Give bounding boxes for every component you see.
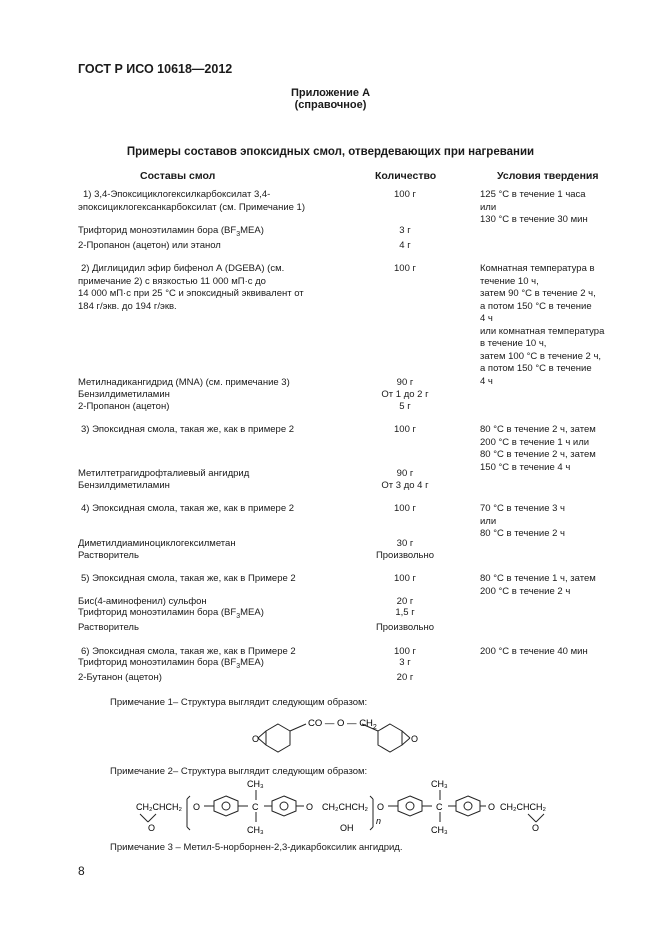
curing-conditions [480,503,620,541]
component-name [78,389,343,402]
condition-line: 150 °С в течение 4 ч [480,461,571,473]
component-line: 4) Эпоксидная смола, такая же, как в примере 2 [81,503,295,514]
component-line: эпоксициклогексанкарбоксилат (см. Примечание 1) [78,201,306,213]
component-line [78,607,343,623]
formula-text: MEA) [240,657,264,668]
component-name [78,377,343,390]
document-id: ГОСТ Р ИСО 10618—2012 [78,62,233,76]
component-quantity: 1,5 г [395,607,415,618]
component-quantity: 20 г [396,596,414,607]
epoxy-oxygen-left: O [148,823,156,833]
component-line: Метилтетрагидрофталиевый ангидрид [78,468,250,479]
component-name [78,672,343,685]
component-name [78,538,343,551]
curing-conditions [480,263,620,388]
formula-subscript: 3 [236,230,241,238]
hydroxypropyl: CH₂CHCH₂ [322,802,368,812]
repeat-n: n [376,816,382,826]
condition-line: 200 °С в течение 40 мин [480,646,588,657]
formula-subscript: 3 [236,662,241,670]
component-quantity: Произвольно [375,622,435,633]
component-quantity: 100 г [394,263,416,274]
component-line: Метилнадикангидрид (MNA) (см. примечание 3) [78,377,290,388]
component-quantity: От 3 до 4 г [381,480,429,491]
component-quantity: 100 г [394,503,416,514]
component-line: 3) Эпоксидная смола, такая же, как в примере 2 [81,424,295,435]
appendix-title: Приложение А [290,87,371,99]
condition-line: или комнатная температура [480,325,605,337]
component-quantity: 3 г [399,657,411,668]
ester-linkage: CO — O — $CH_2$ [308,718,377,731]
component-quantity: 100 г [394,573,416,584]
component-name [78,657,343,673]
methyl-bottom-2: CH₃ [431,825,448,835]
condition-line: 80 °С в течение 2 ч, затем [480,424,596,435]
component-name [78,401,343,414]
page-number: 8 [78,864,85,878]
ether-oxygen-3: O [377,802,385,812]
glycidyl-left: CH₂CHCH₂ [136,802,182,812]
condition-line: 80 °С в течение 2 ч [480,528,565,539]
component-line: Бензилдиметиламин [78,389,170,400]
component-quantity: 4 г [399,240,411,251]
component-name [78,503,343,516]
methyl-top-1: CH₃ [247,779,264,789]
component-name [78,424,343,437]
condition-line: 4 ч [480,375,493,387]
component-line: Диметилдиаминоциклогексилметан [78,538,236,549]
condition-line: 80 °С в течение 2 ч, затем [480,449,596,460]
carbon-2: C [436,802,443,812]
component-quantity: 100 г [394,646,416,657]
header-conditions: Условия твердения [497,170,599,182]
condition-line: 200 °С в течение 2 ч [480,585,571,597]
component-quantity: 30 г [396,538,414,549]
condition-line: а потом 150 °С в течение [480,363,592,374]
condition-line: или [480,515,497,527]
component-name [78,573,343,586]
component-quantity: 90 г [396,377,414,388]
component-quantity: 20 г [396,672,414,683]
note-2: Примечание 2– Структура выглядит следующим образом: [110,766,368,777]
condition-line: а потом 150 °С в течение [480,300,592,312]
structure-formula-2 [130,776,560,838]
condition-line: 125 °С в течение 1 часа [480,189,586,200]
component-quantity: 90 г [396,468,414,479]
formula-subscript: 3 [236,612,241,620]
component-line: примечание 2) с вязкостью 11 000 мП·с до [78,275,266,287]
structure-formula-1 [250,712,420,760]
note-3: Примечание 3 – Метил-5-норборнен-2,3-дикарбоксилик ангидрид. [110,842,403,853]
ether-oxygen-4: O [488,802,496,812]
glycidyl-right: CH₂CHCH₂ [500,802,546,812]
component-line: Растворитель [78,622,139,633]
component-quantity: Произвольно [375,550,435,561]
epoxy-oxygen-right: O [411,734,419,744]
component-quantity: 3 г [399,225,411,236]
component-line: 5) Эпоксидная смола, такая же, как в Примере 2 [81,573,296,584]
component-line: Растворитель [78,550,139,561]
component-quantity: 100 г [394,424,416,435]
ether-oxygen-2: O [306,802,314,812]
component-quantity: От 1 до 2 г [381,389,429,400]
carbon-1: C [252,802,259,812]
component-line: 2-Пропанон (ацетон) [78,401,170,412]
component-line: Бис(4-аминофенил) сульфон [78,596,207,607]
component-name [78,225,343,241]
component-name [78,607,343,623]
header-compositions: Составы смол [140,170,216,182]
component-line: Бензилдиметиламин [78,480,170,491]
component-line: 14 000 мП·с при 25 °С и эпоксидный эквивалент от [78,288,304,299]
component-name [78,189,343,214]
component-name [78,480,343,493]
component-line: 6) Эпоксидная смола, такая же, как в Примере 2 [81,646,296,657]
condition-line: или [480,201,497,213]
component-line: 2-Бутанон (ацетон) [78,672,162,683]
condition-line: затем 90 °С в течение 2 ч, [480,288,596,299]
epoxy-oxygen-left: O [252,734,260,744]
condition-line: затем 100 °С в течение 2 ч, [480,350,602,362]
methyl-bottom-1: CH₃ [247,825,264,835]
curing-conditions [480,573,620,598]
condition-line: 130 °С в течение 30 мин [480,214,588,225]
component-line: 2) Диглицидил эфир бифенол А (DGEBA) (см. [81,263,285,274]
formula-text: Трифторид моноэтиламин бора (BF [78,657,237,668]
component-name [78,263,343,313]
condition-line: Комнатная температура в [480,263,595,274]
condition-line: течение 10 ч, [480,275,539,287]
curing-conditions [480,424,620,474]
header-quantity: Количество [375,170,437,182]
condition-line: 80 °С в течение 1 ч, затем [480,573,596,584]
component-line: 2-Пропанон (ацетон) или этанол [78,240,221,251]
component-quantity: 100 г [394,189,416,200]
component-line: 1) 3,4-Эпоксициклогексилкарбоксилат 3,4- [83,189,271,200]
component-name [78,468,343,481]
condition-line: 4 ч [480,313,493,324]
hydroxyl: OH [340,823,354,833]
condition-line: 70 °С в течение 3 ч [480,503,565,514]
methyl-top-2: CH₃ [431,779,448,789]
component-name [78,622,343,635]
formula-text: Трифторид моноэтиламин бора (BF [78,225,237,236]
formula-text: Трифторид моноэтиламин бора (BF [78,607,237,618]
ether-oxygen-1: O [193,802,201,812]
component-name [78,240,343,253]
appendix-subtitle: (справочное) [294,99,367,111]
component-line [78,225,343,241]
curing-conditions [480,646,620,659]
note-1: Примечание 1– Структура выглядит следующим образом: [110,697,368,708]
condition-line: в течение 10 ч, [480,338,547,349]
curing-conditions [480,189,620,227]
condition-line: 200 °С в течение 1 ч или [480,436,590,448]
component-name [78,550,343,563]
page-title: Примеры составов эпоксидных смол, отвердевающих при нагревании [126,146,535,158]
formula-text: MEA) [240,225,264,236]
component-line: 184 г/экв. до 194 г/экв. [78,300,177,312]
epoxy-oxygen-right: O [532,823,540,833]
component-line [78,657,343,673]
formula-text: MEA) [240,607,264,618]
component-quantity: 5 г [399,401,411,412]
